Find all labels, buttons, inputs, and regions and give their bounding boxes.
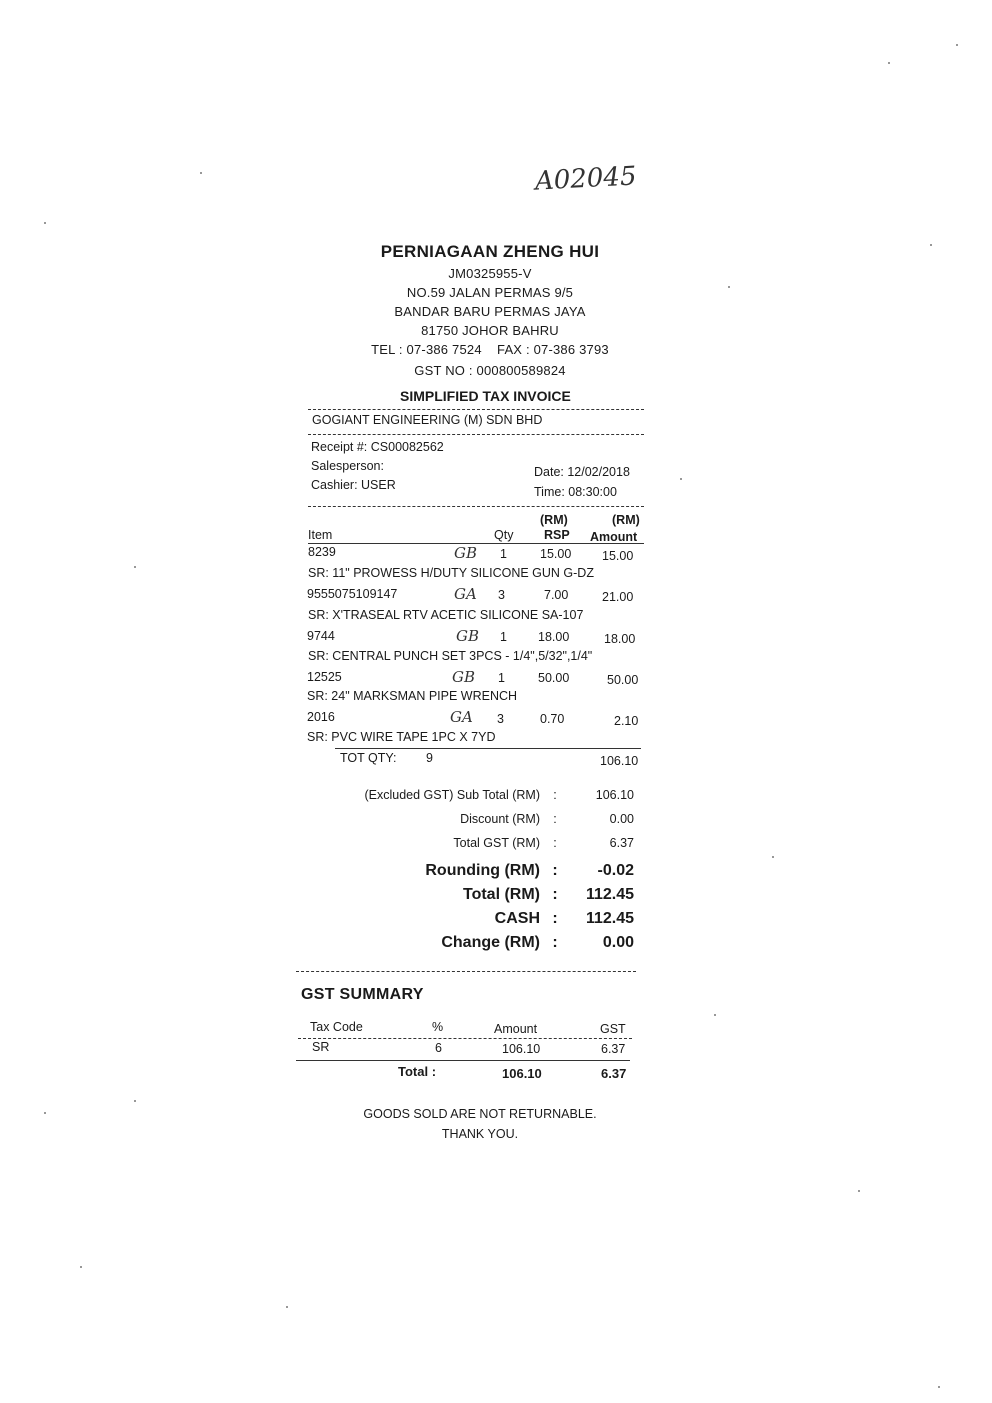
footer-line-1: GOODS SOLD ARE NOT RETURNABLE. xyxy=(363,1107,597,1121)
col-rsp-unit: (RM) xyxy=(540,513,568,527)
item-qty: 3 xyxy=(497,712,504,726)
item-description: SR: 24" MARKSMAN PIPE WRENCH xyxy=(307,689,518,703)
salesperson: Salesperson: xyxy=(311,459,384,473)
title-divider xyxy=(308,409,644,410)
scan-speck xyxy=(858,1190,860,1192)
totals-value: 112.45 xyxy=(585,886,634,903)
tot-qty-label: TOT QTY: xyxy=(340,751,397,765)
item-code: 9555075109147 xyxy=(307,587,398,601)
totals-value: 106.10 xyxy=(595,788,634,802)
receipt-footer xyxy=(290,1104,670,1144)
totals-row xyxy=(300,836,640,862)
gst-col-amount: Amount xyxy=(494,1022,538,1036)
totals-row xyxy=(300,934,640,958)
totals-row xyxy=(300,862,640,886)
item-mark: GA xyxy=(450,708,473,726)
gst-total-label: Total : xyxy=(398,1064,437,1079)
totals-block xyxy=(300,788,640,958)
scan-speck xyxy=(134,566,136,568)
scan-speck xyxy=(80,1266,82,1268)
item-rsp: 18.00 xyxy=(538,630,570,644)
customer-divider xyxy=(308,434,644,435)
scan-speck xyxy=(772,856,774,858)
gst-row-code: SR xyxy=(312,1040,330,1054)
totals-sep: : xyxy=(552,910,558,927)
totals-divider xyxy=(296,971,636,972)
scan-speck xyxy=(930,244,932,246)
scan-speck xyxy=(200,172,202,174)
item-amount-clip xyxy=(614,712,642,730)
item-amount: 21.00 xyxy=(602,590,634,604)
item-rsp: 7.00 xyxy=(544,588,569,602)
scan-speck xyxy=(44,222,46,224)
totals-row xyxy=(300,910,640,934)
item-mark: GB xyxy=(456,627,480,645)
store-fax: FAX : 07-386 3793 xyxy=(497,342,609,357)
item-amount: 2.10 xyxy=(614,714,639,728)
item-qty: 1 xyxy=(500,547,507,561)
scan-speck xyxy=(680,478,682,480)
item-code: 8239 xyxy=(308,545,336,559)
totals-sep: : xyxy=(553,788,557,802)
totals-label: Rounding (RM) xyxy=(425,862,540,879)
totals-label: Discount (RM) xyxy=(460,812,540,826)
scan-speck xyxy=(134,1100,136,1102)
totals-value: -0.02 xyxy=(597,862,634,879)
gst-total-gst: 6.37 xyxy=(601,1066,627,1081)
item-rsp: 15.00 xyxy=(540,547,572,561)
item-description: SR: CENTRAL PUNCH SET 3PCS - 1/4",5/32",1/4" xyxy=(308,649,593,663)
gst-row-percent: 6 xyxy=(435,1041,442,1055)
col-item: Item xyxy=(308,528,333,542)
store-contact xyxy=(290,340,690,359)
item-rsp: 50.00 xyxy=(538,671,570,685)
totals-sep: : xyxy=(552,886,558,903)
gst-summary-title: GST SUMMARY xyxy=(301,986,424,1003)
item-description: SR: X'TRASEAL RTV ACETIC SILICONE SA-107 xyxy=(308,608,584,622)
totals-label: Change (RM) xyxy=(441,934,540,951)
footer-line-2: THANK YOU. xyxy=(441,1127,519,1141)
scan-speck xyxy=(714,1014,716,1016)
store-reg-no: JM0325955-V xyxy=(448,266,532,281)
totals-sep: : xyxy=(552,934,558,951)
gst-row-amount: 106.10 xyxy=(502,1042,541,1056)
gst-row-divider xyxy=(296,1060,630,1061)
store-name: PERNIAGAAN ZHENG HUI xyxy=(380,242,600,261)
item-amount-clip xyxy=(604,630,642,648)
item-rsp: 0.70 xyxy=(540,712,565,726)
item-amount-clip xyxy=(607,671,642,689)
store-tel: TEL : 07-386 7524 xyxy=(371,342,482,357)
store-header xyxy=(290,240,690,381)
totals-row xyxy=(300,812,640,836)
item-mark: GB xyxy=(454,544,478,562)
col-rsp: RSP xyxy=(544,528,570,542)
gst-col-tax-code: Tax Code xyxy=(310,1020,363,1034)
totals-value: 0.00 xyxy=(602,934,634,951)
store-address-line-2: BANDAR BARU PERMAS JAYA xyxy=(394,304,586,319)
item-mark: GA xyxy=(454,585,477,603)
cashier: Cashier: USER xyxy=(311,478,396,492)
totals-sep: : xyxy=(552,862,558,879)
item-qty: 3 xyxy=(498,588,505,602)
tot-amount-clip xyxy=(600,752,642,770)
item-amount-clip xyxy=(602,588,642,606)
item-amount-clip xyxy=(602,547,642,565)
item-description: SR: PVC WIRE TAPE 1PC X 7YD xyxy=(307,730,496,744)
invoice-title: SIMPLIFIED TAX INVOICE xyxy=(400,388,571,404)
totals-value: 112.45 xyxy=(585,910,634,927)
item-description: SR: 11" PROWESS H/DUTY SILICONE GUN G-DZ xyxy=(308,566,594,580)
item-mark: GB xyxy=(452,668,476,686)
item-amount: 50.00 xyxy=(607,673,639,687)
totals-label: (Excluded GST) Sub Total (RM) xyxy=(364,788,540,802)
customer-name: GOGIANT ENGINEERING (M) SDN BHD xyxy=(312,413,543,427)
tot-amount: 106.10 xyxy=(600,754,639,768)
handwritten-annotation: A02045 xyxy=(534,161,638,197)
totals-sep: : xyxy=(553,812,557,826)
totals-value: 0.00 xyxy=(609,812,634,826)
totals-label: Total (RM) xyxy=(462,886,540,903)
item-amount: 15.00 xyxy=(602,549,634,563)
totals-row xyxy=(300,886,640,910)
gst-col-gst: GST xyxy=(600,1022,626,1036)
col-qty: Qty xyxy=(494,528,514,542)
gst-row-gst: 6.37 xyxy=(601,1042,626,1056)
item-code: 12525 xyxy=(307,670,342,684)
receipt-number: Receipt #: CS00082562 xyxy=(311,440,444,454)
store-address-line-3: 81750 JOHOR BAHRU xyxy=(421,323,559,338)
totals-value: 6.37 xyxy=(609,836,634,850)
invoice-time: Time: 08:30:00 xyxy=(534,485,617,499)
col-amount-unit: (RM) xyxy=(612,513,640,527)
scan-speck xyxy=(938,1386,940,1388)
item-qty: 1 xyxy=(500,630,507,644)
scan-speck xyxy=(956,44,958,46)
item-code: 9744 xyxy=(307,629,335,643)
scan-speck xyxy=(44,1112,46,1114)
gst-col-percent: % xyxy=(432,1020,444,1034)
totals-row xyxy=(300,788,640,812)
gst-header-divider xyxy=(298,1038,632,1039)
scan-speck xyxy=(728,286,730,288)
totals-sep: : xyxy=(553,836,557,850)
scan-speck xyxy=(888,62,890,64)
gst-total-amount: 106.10 xyxy=(502,1066,542,1081)
totals-label: CASH xyxy=(494,910,540,927)
totals-label: Total GST (RM) xyxy=(453,836,540,850)
invoice-date: Date: 12/02/2018 xyxy=(534,465,630,479)
items-divider xyxy=(335,748,641,749)
col-amount-label: Amount xyxy=(590,530,638,544)
store-gst-no: GST NO : 000800589824 xyxy=(414,363,566,378)
tot-qty-value: 9 xyxy=(426,751,433,765)
item-amount: 18.00 xyxy=(604,632,636,646)
store-address-line-1: NO.59 JALAN PERMAS 9/5 xyxy=(406,285,574,300)
item-code: 2016 xyxy=(307,710,335,724)
scan-speck xyxy=(286,1306,288,1308)
meta-divider xyxy=(308,506,644,507)
item-qty: 1 xyxy=(498,671,505,685)
